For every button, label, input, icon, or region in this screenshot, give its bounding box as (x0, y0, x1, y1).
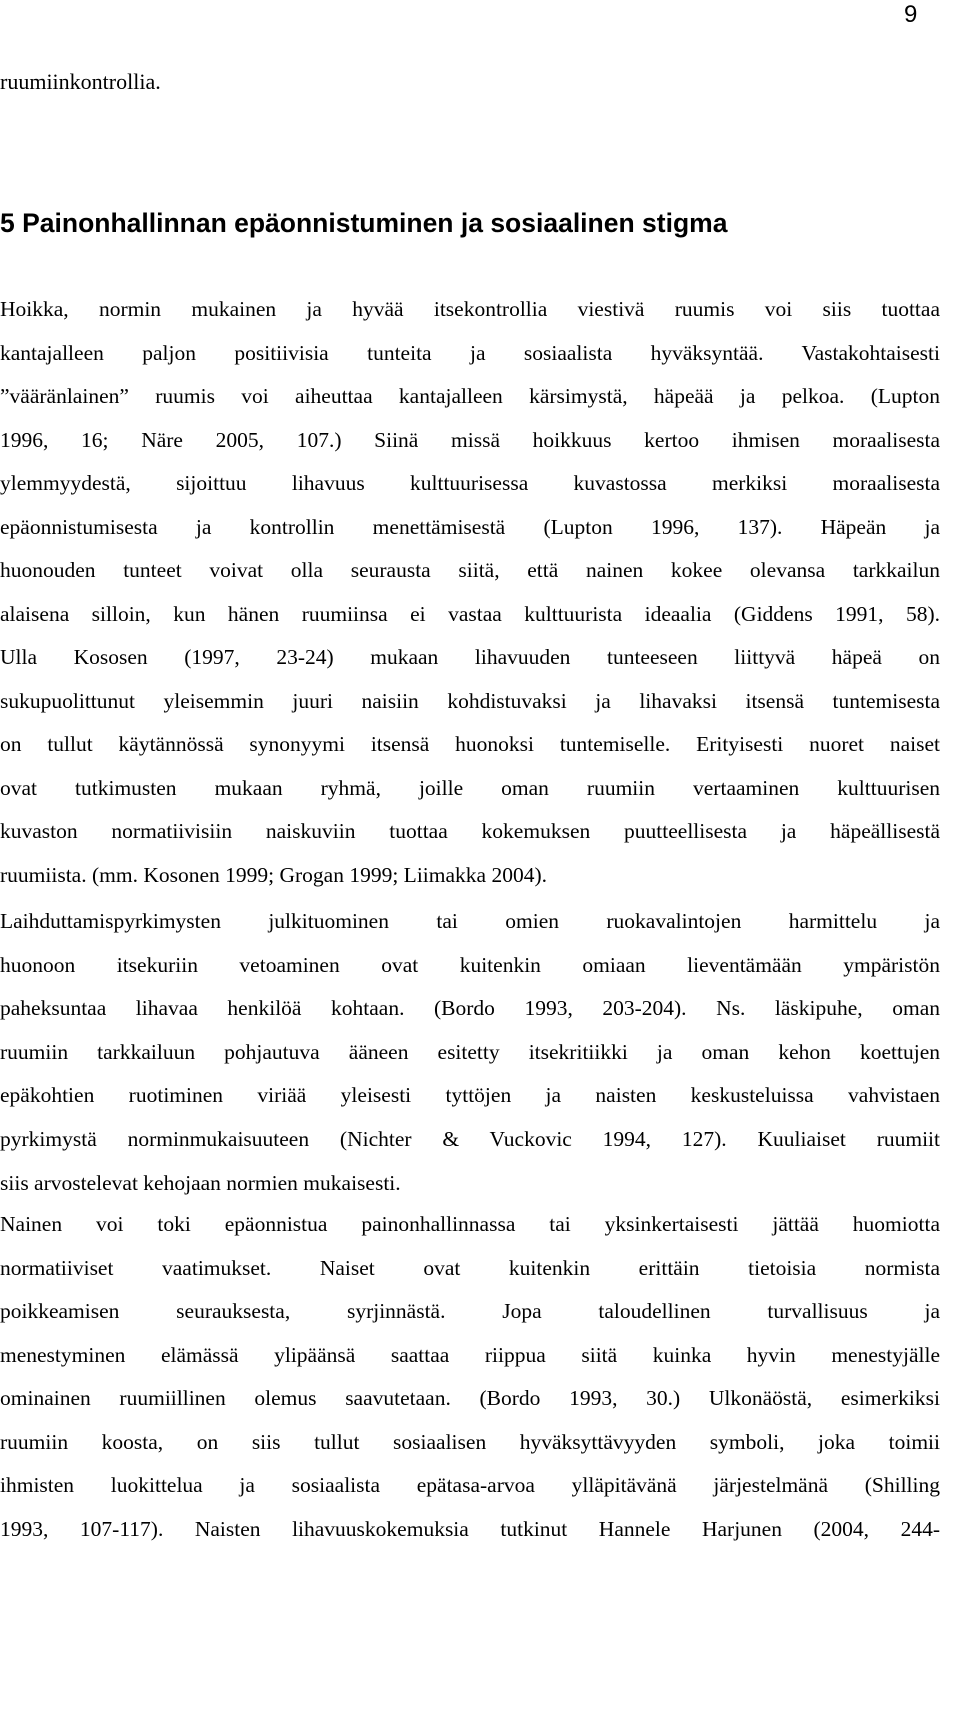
paragraph-line: alaisena silloin, kun hänen ruumiinsa ei vastaa kulttuurista ideaalia (Giddens 1991, 58). (0, 601, 940, 626)
paragraph-line: paheksuntaa lihavaa henkilöä kohtaan. (Bordo 1993, 203-204). Ns. läskipuhe, oman (0, 996, 940, 1021)
paragraph-line: ruumiin koosta, on siis tullut sosiaalisen hyväksyttävyyden symboli, joka toimii (0, 1429, 940, 1454)
paragraph-line: on tullut käytännössä synonyymi itsensä huonoksi tuntemiselle. Erityisesti nuoret naiset (0, 732, 940, 756)
paragraph-line: poikkeamisen seurauksesta, syrjinnästä. Jopa taloudellinen turvallisuus ja (0, 1299, 940, 1323)
paragraph-line: epäonnistumisesta ja kontrollin menettämisestä (Lupton 1996, 137). Häpeän ja (0, 514, 940, 539)
paragraph-line: ”vääränlainen” ruumis voi aiheuttaa kantajalleen kärsimystä, häpeää ja pelkoa. (Lupton (0, 384, 940, 408)
carryover-text: ruumiinkontrollia. (0, 69, 161, 94)
paragraph-line: ihmisten luokittelua ja sosiaalista epätasa-arvoa ylläpitävänä järjestelmänä (Shilling (0, 1473, 940, 1497)
paragraph-line: ruumiin tarkkailuun pohjautuva ääneen esitetty itsekritiikki ja oman kehon koettujen (0, 1039, 940, 1064)
paragraph-line: Laihduttamispyrkimysten julkituominen tai omien ruokavalintojen harmittelu ja (0, 909, 940, 933)
paragraph-line: huonoon itsekuriin vetoaminen ovat kuitenkin omiaan lieventämään ympäristön (0, 952, 940, 977)
paragraph-line: ominainen ruumiillinen olemus saavutetaan. (Bordo 1993, 30.) Ulkonäöstä, esimerkiksi (0, 1386, 940, 1410)
paragraph-line: huonouden tunteet voivat olla seurausta siitä, että nainen kokee olevansa tarkkailun (0, 558, 940, 582)
paragraph-line: kuvaston normatiivisiin naiskuviin tuottaa kokemuksen puutteellisesta ja häpeällisestä (0, 819, 940, 843)
paragraph-line: kantajalleen paljon positiivisia tunteita ja sosiaalista hyväksyntää. Vastakohtaisesti (0, 340, 940, 365)
paragraph-line: Hoikka, normin mukainen ja hyvää itsekontrollia viestivä ruumis voi siis tuottaa (0, 297, 940, 321)
page-number: 9 (904, 1, 918, 28)
paragraph-line: epäkohtien ruotiminen viriää yleisesti tyttöjen ja naisten keskusteluissa vahvistaen (0, 1083, 940, 1108)
paragraph-line: 1993, 107-117). Naisten lihavuuskokemuksia tutkinut Hannele Harjunen (2004, 244- (0, 1516, 940, 1541)
paragraph-line: pyrkimystä norminmukaisuuteen (Nichter & Vuckovic 1994, 127). Kuuliaiset ruumiit (0, 1127, 940, 1151)
paragraph-line: normatiiviset vaatimukset. Naiset ovat kuitenkin erittäin tietoisia normista (0, 1255, 940, 1280)
paragraph-line: siis arvostelevat kehojaan normien mukaisesti. (0, 1170, 401, 1195)
paragraph-line: ovat tutkimusten mukaan ryhmä, joille oman ruumiin vertaaminen kulttuurisen (0, 775, 940, 800)
paragraph-line: Ulla Kososen (1997, 23-24) mukaan lihavuuden tunteeseen liittyvä häpeä on (0, 645, 940, 669)
paragraph-line: ruumiista. (mm. Kosonen 1999; Grogan 1999; Liimakka 2004). (0, 862, 547, 887)
paragraph-line: Nainen voi toki epäonnistua painonhallinnassa tai yksinkertaisesti jättää huomiotta (0, 1212, 940, 1236)
paragraph-line: sukupuolittunut yleisemmin juuri naisiin kohdistuvaksi ja lihavaksi itsensä tuntemisesta (0, 688, 940, 713)
paragraph-line: ylemmyydestä, sijoittuu lihavuus kulttuurisessa kuvastossa merkiksi moraalisesta (0, 471, 940, 495)
paragraph-line: menestyminen elämässä ylipäänsä saattaa riippua siitä kuinka hyvin menestyjälle (0, 1342, 940, 1367)
paragraph-line: 1996, 16; Näre 2005, 107.) Siinä missä hoikkuus kertoo ihmisen moraalisesta (0, 427, 940, 452)
section-heading: 5 Painonhallinnan epäonnistuminen ja sosiaalinen stigma (0, 208, 728, 238)
